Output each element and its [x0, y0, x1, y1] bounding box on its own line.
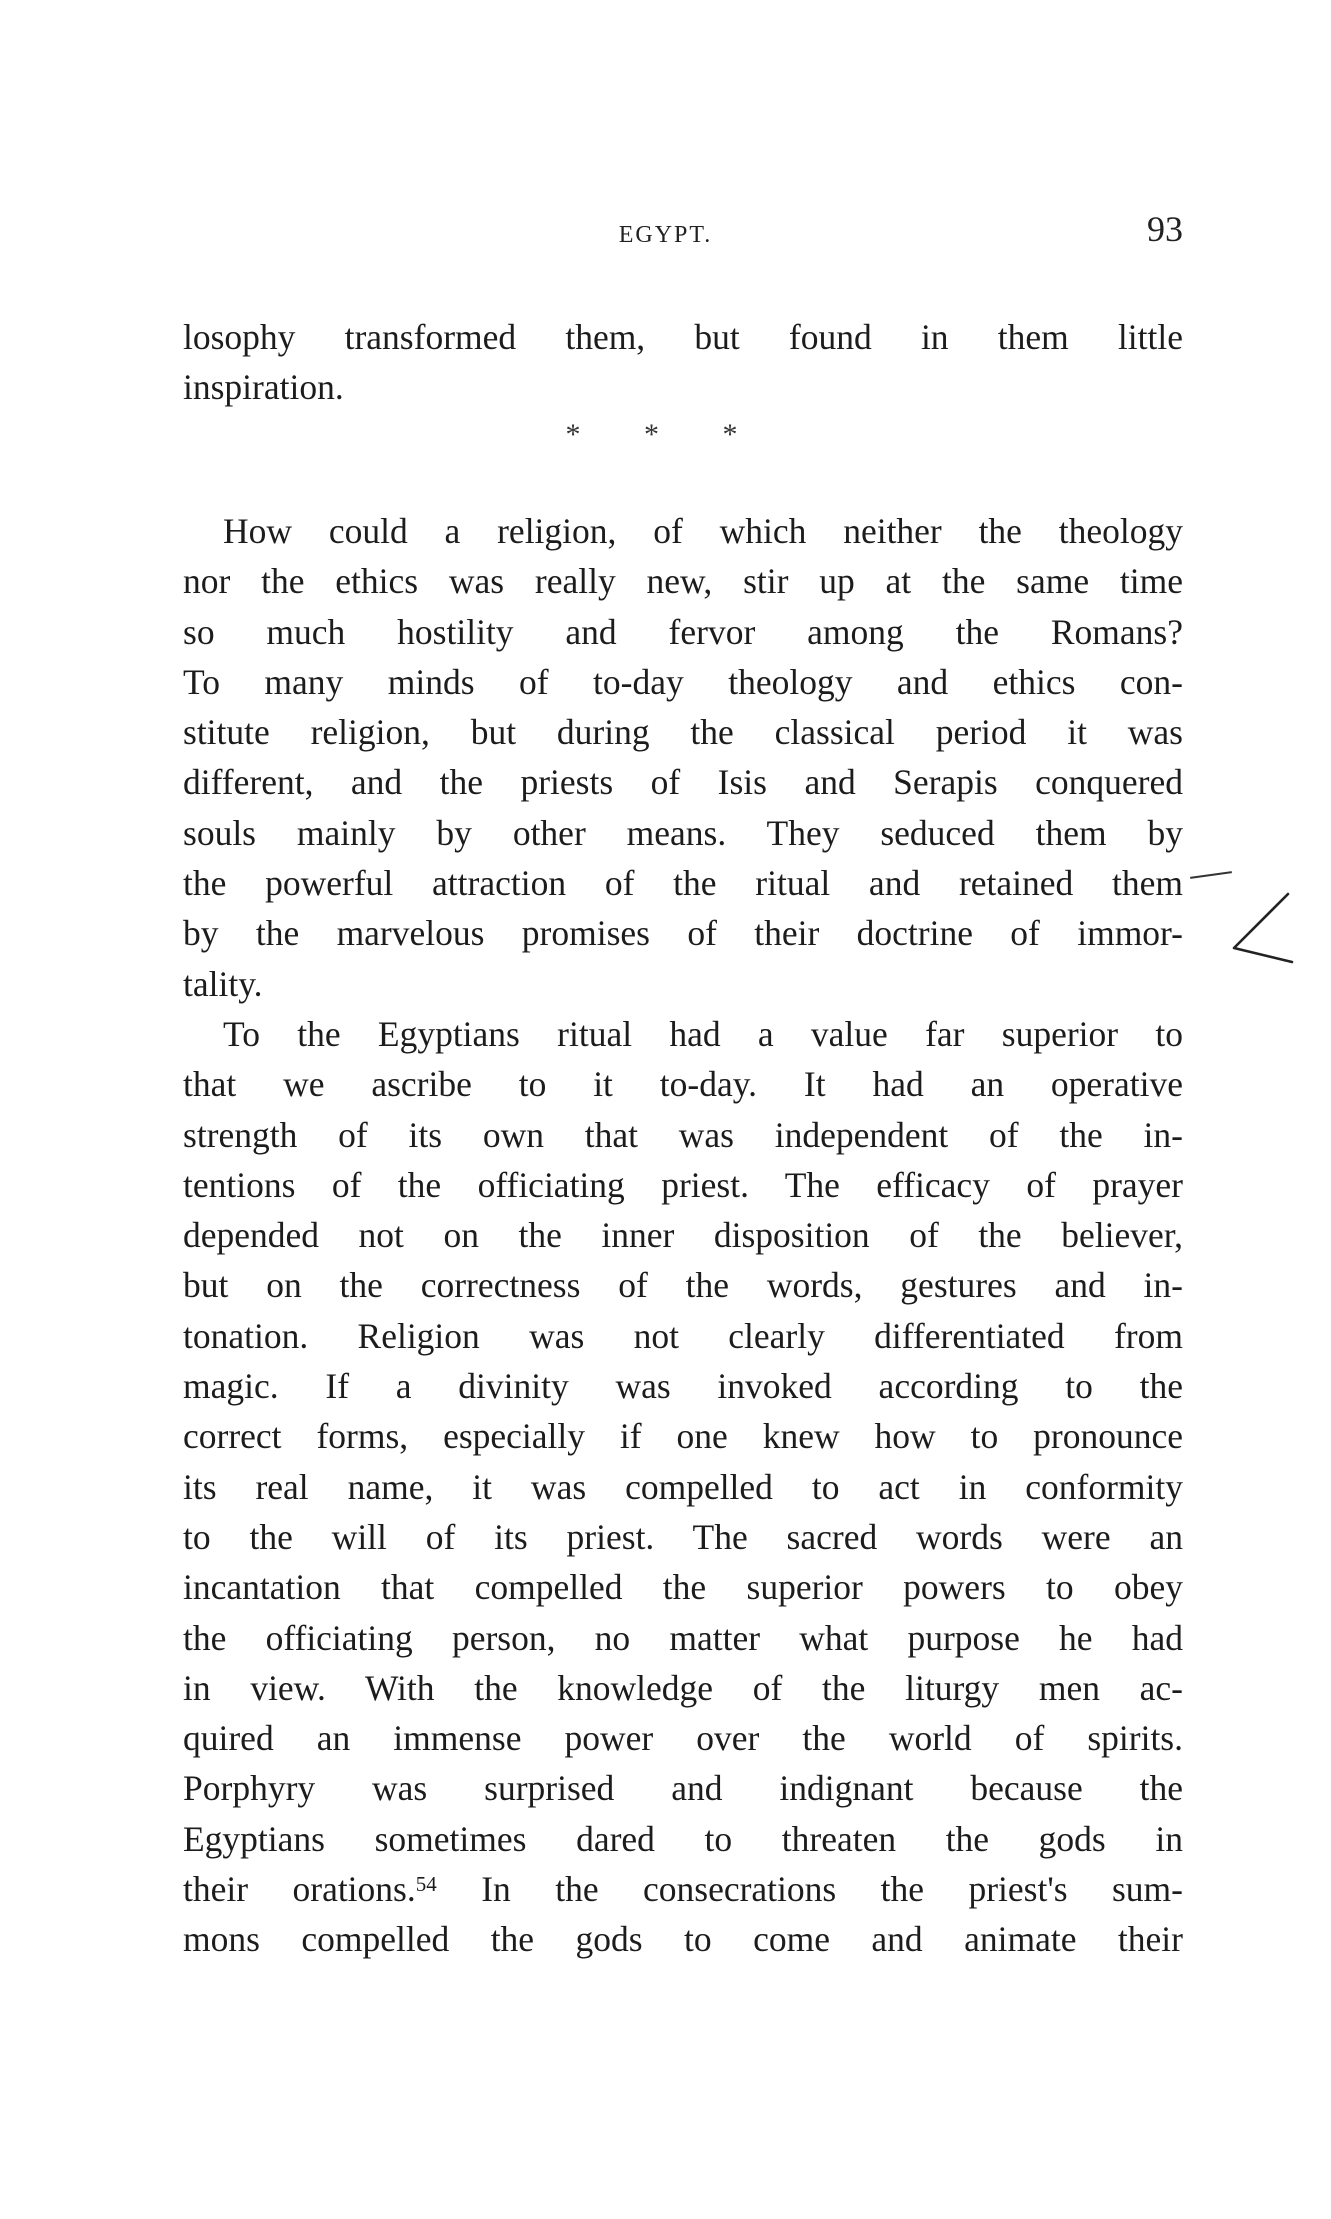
text-line: the officiating person, no matter what purpose he had	[183, 1617, 1183, 1658]
text-line: the powerful attraction of the ritual and retained them	[183, 863, 1183, 904]
text-line: mons compelled the gods to come and animate their	[183, 1919, 1183, 1960]
text-line: magic. If a divinity was invoked according to the	[183, 1366, 1183, 1407]
text-line: To many minds of to-day theology and ethics con-	[183, 661, 1183, 702]
text-line: incantation that compelled the superior powers to obey	[183, 1567, 1183, 1608]
text-line: Egyptians sometimes dared to threaten the gods in	[183, 1818, 1183, 1859]
margin-pencil-dash	[1190, 871, 1232, 879]
text-line: but on the correctness of the words, gestures and in-	[183, 1265, 1183, 1306]
footnote-reference: 54	[415, 1872, 437, 1897]
running-title: EGYPT.	[618, 222, 713, 248]
text-line: that we ascribe to it to-day. It had an operative	[183, 1064, 1183, 1105]
text-line: to the will of its priest. The sacred words were an	[183, 1516, 1183, 1557]
text-line: Porphyry was surprised and indignant because the	[183, 1768, 1183, 1809]
text-line: so much hostility and fervor among the Romans?	[183, 611, 1183, 652]
text-line: souls mainly by other means. They seduced them by	[183, 812, 1183, 853]
text-line: inspiration.	[183, 367, 344, 408]
text-line: tality.	[183, 963, 263, 1004]
text-line: correct forms, especially if one knew how to pronounce	[183, 1416, 1183, 1457]
text-line: stitute religion, but during the classical period it was	[183, 712, 1183, 753]
paragraph-1	[183, 506, 1183, 1965]
page-number: 93	[1147, 209, 1183, 249]
text-line: losophy transformed them, but found in them little	[183, 317, 1183, 357]
text-line: its real name, it was compelled to act in conformity	[183, 1466, 1183, 1507]
text-line: in view. With the knowledge of the liturgy men ac-	[183, 1667, 1183, 1708]
margin-pencil-mark-icon	[1228, 892, 1294, 964]
text-line: To the Egyptians ritual had a value far superior to	[223, 1013, 1183, 1054]
text-fragment: their orations.	[183, 1869, 416, 1910]
section-separator: * * *	[565, 418, 766, 451]
text-line: tentions of the officiating priest. The efficacy of prayer	[183, 1164, 1183, 1205]
text-line: different, and the priests of Isis and Serapis conquered	[183, 762, 1183, 803]
text-line: by the marvelous promises of their doctrine of immor-	[183, 913, 1183, 954]
text-line-with-footnote	[183, 1864, 1183, 1914]
text-fragment: In the consecrations the priest's sum-	[436, 1869, 1183, 1910]
text-line: strength of its own that was independent of the in-	[183, 1114, 1183, 1155]
paragraph-continuation	[183, 312, 1183, 413]
text-line: quired an immense power over the world of spirits.	[183, 1718, 1183, 1759]
text-line: nor the ethics was really new, stir up at the same time	[183, 561, 1183, 602]
text-line: depended not on the inner disposition of the believer,	[183, 1215, 1183, 1256]
text-line: How could a religion, of which neither the theology	[223, 511, 1183, 551]
text-line: tonation. Religion was not clearly differentiated from	[183, 1315, 1183, 1356]
